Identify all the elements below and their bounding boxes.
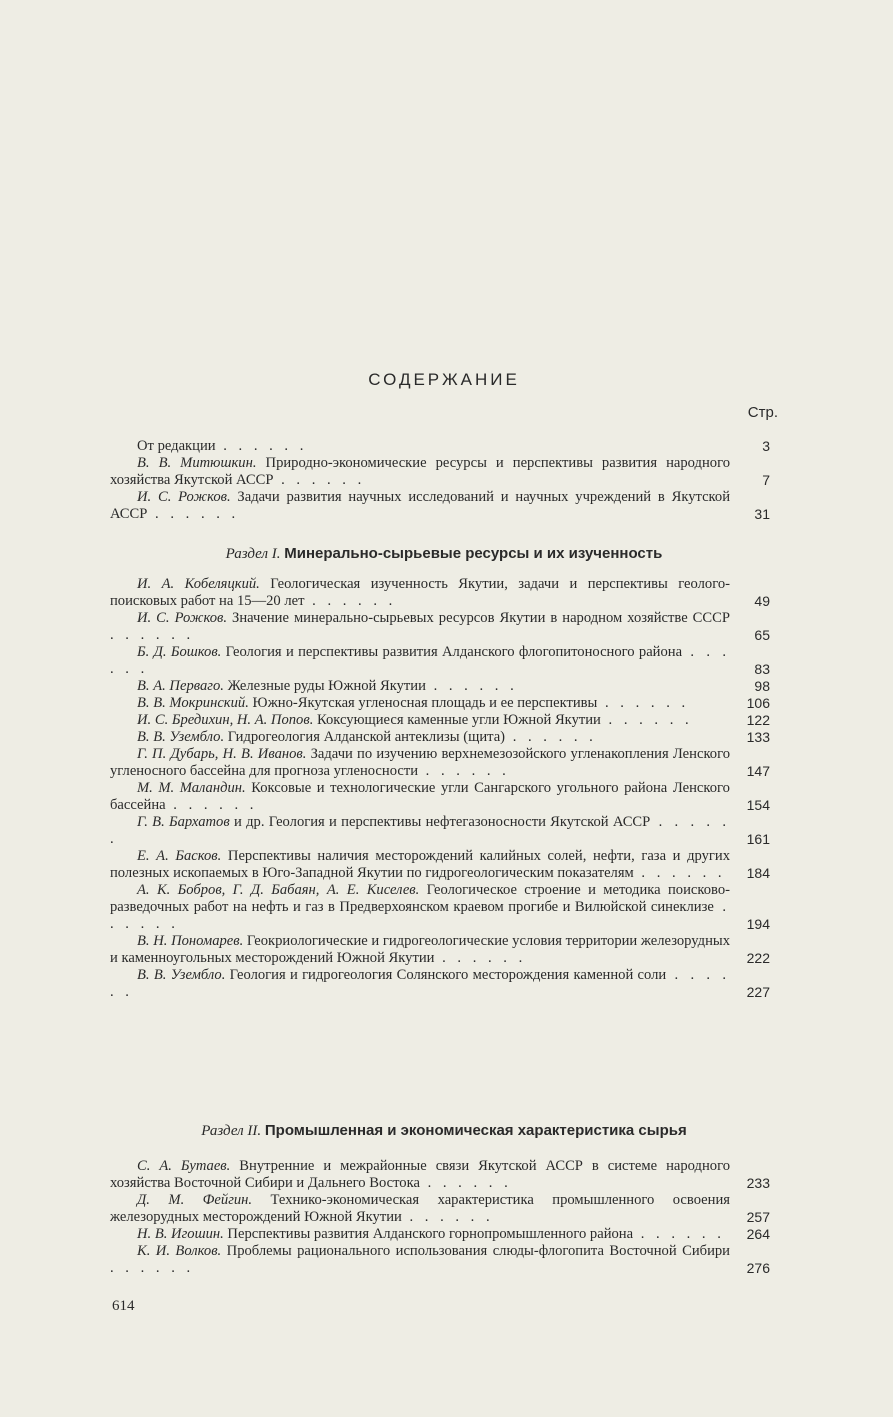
entry-author: И. С. Бредихин, Н. А. Попов. [137, 712, 314, 728]
entry-author: И. С. Рожков. [137, 489, 231, 505]
section-heading-1 [110, 545, 778, 563]
entry-page-number: 184 [746, 865, 770, 881]
toc-entry [110, 438, 778, 455]
entry-page-number: 161 [746, 831, 770, 847]
leader-dots: . . . . . . [110, 899, 730, 932]
page-column-label: Стр. [747, 404, 778, 421]
section-heading-2 [110, 1122, 778, 1140]
entry-title: Геология и гидрогеология Солянского месторождения каменной соли [225, 967, 667, 983]
entry-page-number: 233 [746, 1175, 770, 1191]
section-2-entries [110, 1158, 778, 1277]
toc-entry [110, 644, 778, 678]
entry-page-number: 65 [754, 627, 770, 643]
toc-entry [110, 610, 778, 644]
entry-author: В. В. Мокринский. [137, 695, 249, 711]
leader-dots: . . . . . . [401, 1209, 494, 1225]
intro-entries [110, 438, 778, 523]
entry-author: Б. Д. Бошков. [137, 644, 222, 660]
page-title: СОДЕРЖАНИЕ [368, 370, 520, 389]
leader-dots: . . . . . . [425, 678, 518, 694]
leader-dots: . . . . . . [418, 763, 510, 779]
entry-page-number: 194 [746, 916, 770, 932]
entry-page-number: 49 [754, 593, 770, 609]
toc-entry [110, 1158, 778, 1192]
toc-entry [110, 695, 778, 712]
entry-author: В. В. Митюшкин. [137, 455, 257, 471]
toc-entry [110, 882, 778, 933]
toc-entry [110, 848, 778, 882]
leader-dots: . . . . . . [110, 814, 731, 847]
entry-title: Гидрогеология Алданской антеклизы (щита) [224, 729, 506, 745]
entry-page-number: 31 [754, 506, 770, 522]
toc-entry [110, 712, 778, 729]
toc-entry [110, 489, 778, 523]
entry-title: Геология и перспективы развития Алданского флогопитоносного района [221, 644, 683, 660]
entry-author: Г. В. Бархатов [137, 814, 230, 830]
leader-dots: . . . . . . [597, 695, 690, 711]
leader-dots: . . . . . . [505, 729, 597, 745]
entry-page-number: 122 [746, 712, 770, 728]
leader-dots: . . . . . . [110, 967, 730, 1000]
entry-title: и др. Геология и перспективы нефтегазоносности Якутской АССР [229, 814, 651, 830]
entry-title: Геологическая изученность Якутии, задачи и перспективы геолого-поисковых работ на 15—20 лет [110, 576, 730, 609]
section-label: Раздел I. [225, 546, 281, 562]
entry-page-number: 106 [746, 695, 770, 711]
entry-author: М. М. Маландин. [137, 780, 246, 796]
entry-page-number: 3 [762, 438, 770, 454]
entry-author: В. Н. Пономарев. [137, 933, 244, 949]
leader-dots: . . . . . . [110, 627, 195, 643]
entry-page-number: 83 [754, 661, 770, 677]
toc-entry [110, 1192, 778, 1226]
leader-dots: . . . . . . [633, 1226, 725, 1242]
entry-title: Южно-Якутская угленосная площадь и ее перспективы [248, 695, 598, 711]
entry-page-number: 154 [746, 797, 770, 813]
entry-title: Геокриологические и гидрогеологические условия территории железорудных и каменноугольных месторождений Южной Якутии [110, 933, 730, 966]
entry-title: Геологическое строение и методика поисково-разведочных работ на нефть и газ в Предверхоянском краевом прогибе и Вилюйской синеклизе [110, 882, 730, 915]
toc-entry [110, 576, 778, 610]
entry-author: С. А. Бутаев. [137, 1158, 231, 1174]
toc-entry [110, 678, 778, 695]
leader-dots: . . . . . . [304, 593, 397, 609]
entry-author: Д. М. Фейгин. [137, 1192, 253, 1208]
entry-author: К. И. Волков. [137, 1243, 222, 1259]
leader-dots: . . . . . . [633, 865, 726, 881]
entry-title: Железные руды Южной Якутии [223, 678, 426, 694]
entry-title: Коксовые и технологические угли Сангарского угольного района Ленского бассейна [110, 780, 730, 813]
toc-entry [110, 780, 778, 814]
leader-dots: . . . . . . [147, 506, 240, 522]
leader-dots: . . . . . . [165, 797, 258, 813]
entry-author: Г. П. Дубарь, Н. В. Иванов. [137, 746, 307, 762]
leader-dots: . . . . . . [110, 644, 730, 677]
entry-title: Проблемы рационального использования слюды-флогопита Восточной Сибири [221, 1243, 730, 1259]
entry-author: Н. В. Игошин. [137, 1226, 224, 1242]
leader-dots: . . . . . . [600, 712, 693, 728]
entry-title: Коксующиеся каменные угли Южной Якутии [313, 712, 601, 728]
leader-dots: . . . . . . [110, 1260, 195, 1276]
section-title: Промышленная и экономическая характеристика сырья [264, 1122, 687, 1139]
toc-entry [110, 729, 778, 746]
entry-author: А. К. Бобров, Г. Д. Бабаян, А. Е. Киселев. [137, 882, 420, 898]
entry-title: Перспективы наличия месторождений калийных солей, нефти, газа и других полезных ископаемых в Юго-Западной Якутии по гидрогеологическим показателям [110, 848, 731, 881]
entry-title: Значение минерально-сырьевых ресурсов Якутии в народном хозяйстве СССР [227, 610, 730, 626]
leader-dots: . . . . . . [434, 950, 527, 966]
page-number: 614 [112, 1298, 135, 1314]
section-1-entries [110, 576, 778, 1001]
entry-title: Задачи развития научных исследований и научных учреждений в Якутской АССР [110, 489, 731, 522]
toc-entry [110, 1226, 778, 1243]
section-label: Раздел II. [201, 1123, 262, 1139]
entry-author: В. В. Узембло. [137, 729, 225, 745]
entry-page-number: 7 [762, 472, 770, 488]
toc-entry [110, 746, 778, 780]
leader-dots: . . . . . . [273, 472, 366, 488]
toc-entry [110, 1243, 778, 1277]
leader-dots: . . . . . . [419, 1175, 512, 1191]
entry-author: И. А. Кобеляцкий. [137, 576, 260, 592]
entry-page-number: 222 [746, 950, 770, 966]
entry-title: Задачи по изучению верхнемезозойского угленакопления Ленского угленосного бассейна для прогноза угленосности [110, 746, 731, 779]
toc-entry [110, 967, 778, 1001]
entry-page-number: 227 [746, 984, 770, 1000]
toc-entry [110, 455, 778, 489]
toc-entry [110, 933, 778, 967]
entry-title: Технико-экономическая характеристика промышленного освоения железорудных месторождений Южной Якутии [110, 1192, 730, 1225]
entry-page-number: 264 [746, 1226, 770, 1242]
section-title: Минерально-сырьевые ресурсы и их изученность [284, 545, 663, 562]
entry-author: И. С. Рожков. [137, 610, 228, 626]
leader-dots: . . . . . . [215, 438, 308, 454]
entry-title: Природно-экономические ресурсы и перспективы развития народного хозяйства Якутской АССР [110, 455, 730, 488]
entry-page-number: 257 [746, 1209, 770, 1225]
entry-author: Е. А. Басков. [137, 848, 222, 864]
entry-title: Внутренние и межрайонные связи Якутской АССР в системе народного хозяйства Восточной Сибири и Дальнего Востока [110, 1158, 731, 1191]
entry-title: Перспективы развития Алданского горнопромышленного района [223, 1226, 634, 1242]
entry-author: В. А. Перваго. [137, 678, 224, 694]
entry-page-number: 147 [746, 763, 770, 779]
entry-page-number: 98 [754, 678, 770, 694]
entry-title: От редакции [137, 438, 216, 454]
entry-page-number: 133 [746, 729, 770, 745]
toc-entry [110, 814, 778, 848]
entry-page-number: 276 [746, 1260, 770, 1276]
entry-author: В. В. Узембло. [137, 967, 226, 983]
